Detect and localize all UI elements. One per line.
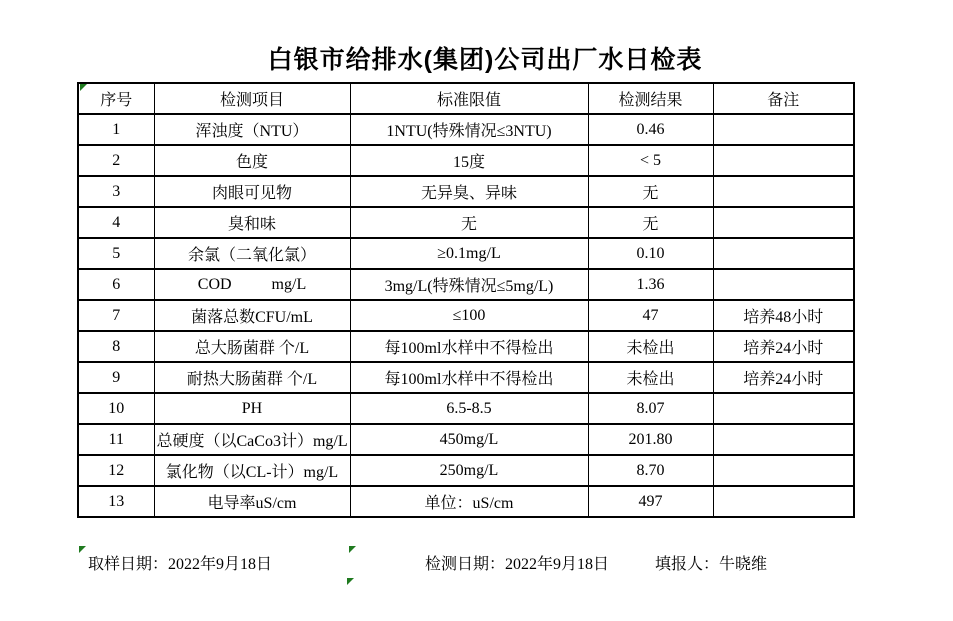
table-row — [78, 238, 854, 269]
inspection-table — [77, 82, 855, 518]
cell-marker-icon — [80, 84, 87, 91]
cell-remark — [713, 393, 854, 424]
cell-limit: 3mg/L(特殊情况≤5mg/L) — [350, 269, 588, 300]
table-row — [78, 300, 854, 331]
cell-result: 未检出 — [588, 362, 713, 393]
cell-remark — [713, 269, 854, 300]
cell-index: 12 — [78, 455, 154, 486]
cell-item: 肉眼可见物 — [154, 176, 350, 207]
cell-result: 0.10 — [588, 238, 713, 269]
cell-index: 8 — [78, 331, 154, 362]
cell-item: 电导率uS/cm — [154, 486, 350, 517]
cell-index: 2 — [78, 145, 154, 176]
cell-item: 色度 — [154, 145, 350, 176]
cell-result: 1.36 — [588, 269, 713, 300]
cell-result: 无 — [588, 207, 713, 238]
cell-limit: 15度 — [350, 145, 588, 176]
cell-index: 10 — [78, 393, 154, 424]
cell-index: 11 — [78, 424, 154, 455]
cell-limit: ≤100 — [350, 300, 588, 331]
header-row — [78, 83, 854, 114]
cell-item: 总大肠菌群 个/L — [154, 331, 350, 362]
cell-result: 47 — [588, 300, 713, 331]
table-row — [78, 114, 854, 145]
cell-remark — [713, 424, 854, 455]
table-row — [78, 176, 854, 207]
cell-marker-icon — [347, 578, 354, 585]
reporter: 填报人：牛晓维 — [655, 556, 768, 573]
cell-limit: 每100ml水样中不得检出 — [350, 362, 588, 393]
cell-result: 0.46 — [588, 114, 713, 145]
col-header-result: 检测结果 — [588, 83, 713, 114]
sampling-date: 取样日期：2022年9月18日 — [88, 556, 273, 573]
cell-item: 余氯（二氧化氯） — [154, 238, 350, 269]
cell-remark: 培养24小时 — [713, 331, 854, 362]
cell-item: 浑浊度（NTU） — [154, 114, 350, 145]
cell-result: 8.70 — [588, 455, 713, 486]
table-row — [78, 393, 854, 424]
cell-index: 6 — [78, 269, 154, 300]
cell-item: PH — [154, 393, 350, 424]
col-header-limit: 标准限值 — [350, 83, 588, 114]
cell-result: 201.80 — [588, 424, 713, 455]
cell-limit: ≥0.1mg/L — [350, 238, 588, 269]
table-row — [78, 424, 854, 455]
cell-item: 耐热大肠菌群 个/L — [154, 362, 350, 393]
cell-item: 氯化物（以CL-计）mg/L — [154, 455, 350, 486]
cell-result: 8.07 — [588, 393, 713, 424]
col-header-index: 序号 — [78, 83, 154, 114]
cell-result: < 5 — [588, 145, 713, 176]
cell-remark — [713, 207, 854, 238]
cell-limit: 250mg/L — [350, 455, 588, 486]
table-row — [78, 455, 854, 486]
cell-limit: 每100ml水样中不得检出 — [350, 331, 588, 362]
table-row — [78, 362, 854, 393]
cell-index: 7 — [78, 300, 154, 331]
page-title: 白银市给排水(集团)公司出厂水日检表 — [267, 46, 703, 74]
cell-result: 未检出 — [588, 331, 713, 362]
cell-limit: 无 — [350, 207, 588, 238]
cell-item: 菌落总数CFU/mL — [154, 300, 350, 331]
table-row — [78, 269, 854, 300]
cell-index: 13 — [78, 486, 154, 517]
cell-item: 臭和味 — [154, 207, 350, 238]
cell-remark — [713, 455, 854, 486]
cell-marker-icon — [349, 546, 356, 553]
cell-remark — [713, 145, 854, 176]
cell-limit: 无异臭、异味 — [350, 176, 588, 207]
cell-limit: 450mg/L — [350, 424, 588, 455]
cell-index: 5 — [78, 238, 154, 269]
cell-index: 9 — [78, 362, 154, 393]
cell-remark — [713, 176, 854, 207]
cell-result: 497 — [588, 486, 713, 517]
test-date: 检测日期：2022年9月18日 — [425, 556, 610, 573]
cell-limit: 1NTU(特殊情况≤3NTU) — [350, 114, 588, 145]
cell-remark: 培养24小时 — [713, 362, 854, 393]
cell-item: 总硬度（以CaCo3计）mg/L — [154, 424, 350, 455]
cell-remark — [713, 238, 854, 269]
cell-limit: 单位：uS/cm — [350, 486, 588, 517]
col-header-item: 检测项目 — [154, 83, 350, 114]
cell-index: 3 — [78, 176, 154, 207]
table-row — [78, 331, 854, 362]
cell-index: 1 — [78, 114, 154, 145]
table-row — [78, 207, 854, 238]
table-row — [78, 486, 854, 517]
cell-remark — [713, 486, 854, 517]
cell-index: 4 — [78, 207, 154, 238]
footer — [0, 551, 953, 573]
cell-result: 无 — [588, 176, 713, 207]
table-row — [78, 145, 854, 176]
cell-remark — [713, 114, 854, 145]
col-header-remark: 备注 — [713, 83, 854, 114]
cell-marker-icon — [79, 546, 86, 553]
cell-limit: 6.5-8.5 — [350, 393, 588, 424]
cell-item: COD mg/L — [154, 269, 350, 300]
table-body — [78, 114, 854, 517]
cell-remark: 培养48小时 — [713, 300, 854, 331]
